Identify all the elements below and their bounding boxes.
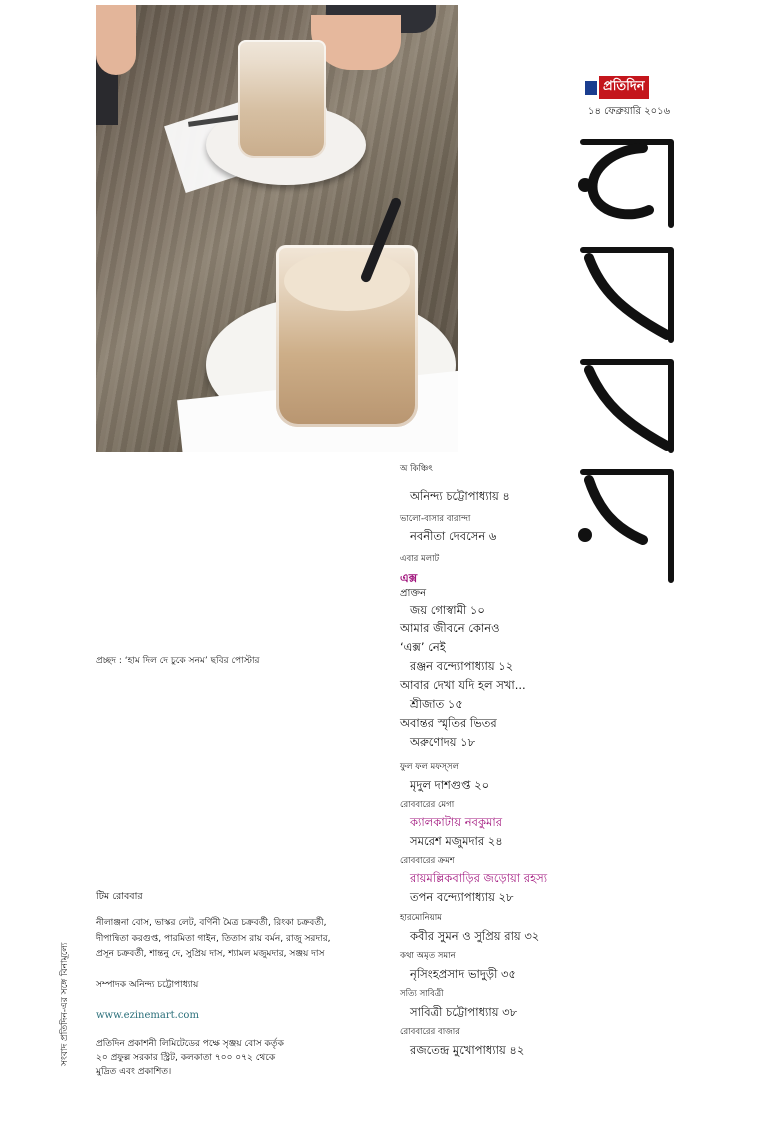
toc-title[interactable]: ‘এক্স’ নেই [400, 640, 446, 654]
free-with-newspaper-note: সংবাদ প্রতিদিন-এর সঙ্গে বিনামূল্যে [60, 942, 70, 1066]
toc-section: রোববারের ক্রমশ [400, 856, 455, 866]
toc-author[interactable]: রজতেন্দ্র মুখোপাধ্যায় ৪২ [410, 1043, 525, 1057]
publisher-line: ২০ প্রফুল্ল সরকার স্ট্রিট, কলকাতা ৭০০ ০৭২ থেকে [96, 1052, 276, 1063]
toc-section: এবার মলাট [400, 554, 440, 564]
toc-author[interactable]: রঞ্জন বন্দ্যোপাধ্যায় ১২ [410, 659, 514, 673]
toc-section: ভালো-বাসার বারান্দা [400, 514, 471, 524]
toc-section: রোববারের বাজার [400, 1027, 460, 1037]
brand-name: প্রতিদিন [599, 76, 649, 99]
toc-title[interactable]: ক্যালকাটায় নবকুমার [410, 815, 503, 829]
toc-section: সত্যি সাবিত্রী [400, 989, 444, 999]
toc-author[interactable]: সাবিত্রী চট্টোপাধ্যায় ৩৮ [410, 1005, 518, 1019]
cover-caption: প্রচ্ছদ : ‘হাম দিল দে চুকে সনম’ ছবির পোস্টার [96, 656, 260, 666]
team-names-line: প্রসূন চক্রবর্তী, শান্তনু দে, সুপ্রিয় দাস, শ্যামল মজুমদার, সঞ্জয় দাস [96, 949, 325, 959]
brand-logo [585, 76, 649, 99]
toc-author[interactable]: অরুণোদয় ১৮ [410, 735, 476, 749]
toc-title[interactable]: অবান্তর স্মৃতির ভিতর [400, 716, 497, 730]
toc-author[interactable]: জয় গোস্বামী ১০ [410, 603, 485, 617]
toc-title[interactable]: আমার জীবনে কোনও [400, 621, 500, 635]
toc-section: কথা অমৃত সমান [400, 951, 456, 961]
team-names-line: দীপান্বিতা করগুপ্ত, পারমিতা গাইন, তিতাস রায় বর্মন, রাজু সরদার, [96, 933, 331, 944]
toc-author[interactable]: তপন বন্দ্যোপাধ্যায় ২৮ [410, 890, 514, 904]
toc-section: প্রাক্তন [400, 588, 427, 599]
toc-cover-story[interactable]: এক্স [400, 571, 418, 585]
toc-title[interactable]: রায়মল্লিকবাড়ির জড়োয়া রহস্য [410, 871, 548, 885]
toc-author[interactable]: কবীর সুমন ও সুপ্রিয় রায় ৩২ [410, 929, 540, 943]
toc-author[interactable]: মৃদুল দাশগুপ্ত ২০ [410, 778, 490, 792]
editor-credit: সম্পাদক অনিন্দ্য চট্টোপাধ্যায় [96, 979, 199, 990]
toc-author[interactable]: শ্রীজাত ১৫ [410, 697, 463, 711]
cover-photo [96, 5, 458, 452]
toc-author[interactable]: নবনীতা দেবসেন ৬ [410, 529, 497, 543]
toc-section: অ কিঞ্চিৎ [400, 464, 433, 474]
website-link[interactable]: www.ezinemart.com [96, 1009, 199, 1021]
toc-author[interactable]: অনিন্দ্য চট্টোপাধ্যায় ৪ [410, 489, 510, 503]
team-heading: টিম রোববার [96, 891, 143, 902]
toc-section: হারমোনিয়াম [400, 913, 442, 923]
toc-author[interactable]: সমরেশ মজুমদার ২৪ [410, 834, 503, 848]
team-names-line: নীলাঞ্জনা বোস, ভাস্কর লেট, বর্ণিনী মৈত্র চক্রবর্তী, রিংকা চক্রবর্তী, [96, 918, 327, 928]
team-names [96, 916, 386, 963]
publisher-line: প্রতিদিন প্রকাশনী লিমিটেডের পক্ষে সৃঞ্জয় বোস কর্তৃক [96, 1038, 284, 1049]
publisher-info [96, 1037, 386, 1079]
publisher-line: মুদ্রিত এবং প্রকাশিত। [96, 1066, 172, 1077]
toc-section: রোববারের মেগা [400, 800, 455, 810]
team-block [96, 890, 386, 1079]
toc-title[interactable]: আবার দেখা যদি হল সখা... [400, 678, 526, 692]
toc-section: ফুল ফল মফস্‌সল [400, 762, 459, 772]
issue-date: ১৪ ফেব্রুয়ারি ২০১৬ [588, 106, 671, 117]
toc-author[interactable]: নৃসিংহপ্রসাদ ভাদুড়ী ৩৫ [410, 967, 516, 981]
masthead-logo [571, 130, 681, 585]
